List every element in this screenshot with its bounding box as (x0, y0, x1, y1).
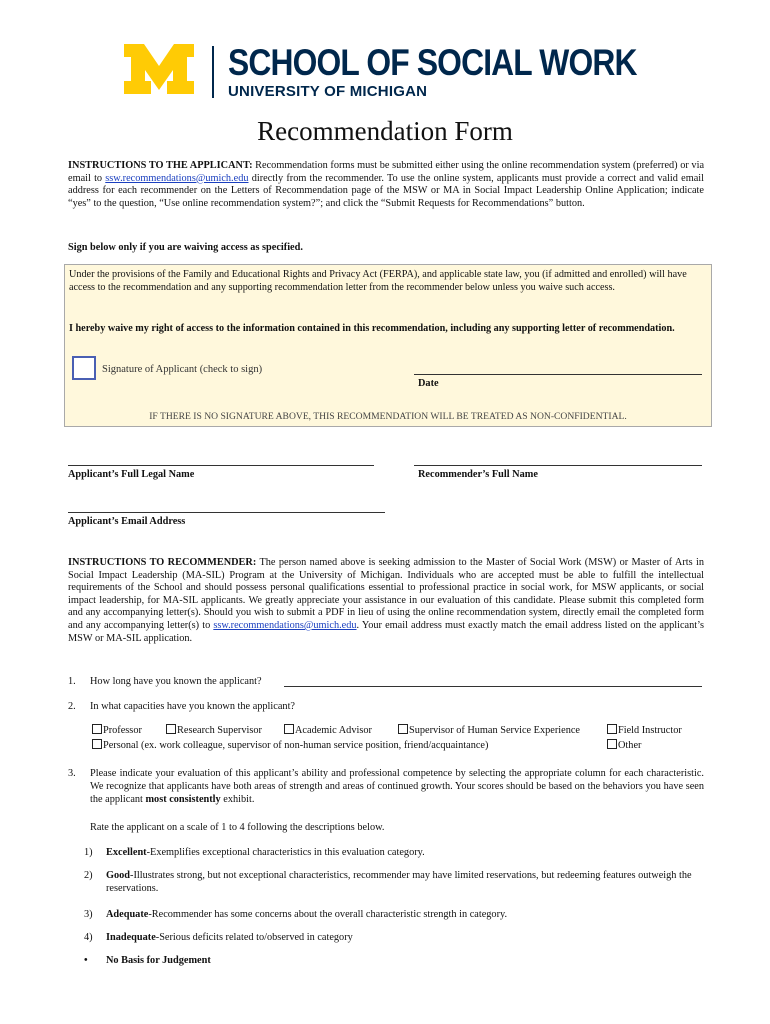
option-research-supervisor[interactable] (166, 724, 262, 736)
scale-item-4 (84, 931, 704, 944)
checkbox-icon[interactable] (284, 724, 294, 734)
option-label: Supervisor of Human Service Experience (409, 725, 580, 736)
date-label: Date (418, 378, 439, 389)
applicant-instructions-heading: INSTRUCTIONS TO THE APPLICANT: (68, 160, 253, 171)
scale-desc: -Illustrates strong, but not exceptional characteristics, recommender may have limited reservations, but redeeming features outweigh the reservations. (106, 870, 692, 894)
scale-number: 1) (84, 847, 93, 858)
question-3-text-part: Please indicate your evaluation of this applicant’s ability and professional competence by selecting the appropriate column for each characteristic. We recognize that applicants have both areas of strength and areas of continued growth. Your scores should be based on the behaviors you have seen the applicant (90, 768, 704, 805)
option-label: Field Instructor (618, 725, 682, 736)
scale-term: Good (106, 870, 131, 881)
waiver-section (64, 264, 712, 427)
recommender-instructions-text-cont: . Your email address must exactly match the email address listed on the applicant’s MSW or MA-SIL application. (68, 619, 704, 644)
option-personal[interactable] (92, 739, 488, 751)
checkbox-icon[interactable] (607, 739, 617, 749)
university-logo (124, 44, 703, 100)
recommender-instructions (68, 557, 704, 645)
option-label: Other (618, 740, 642, 751)
checkbox-icon[interactable] (166, 724, 176, 734)
logo-divider (212, 46, 214, 98)
bullet-icon: • (84, 955, 88, 966)
applicant-instructions (68, 160, 704, 210)
scale-term: Excellent (106, 847, 147, 858)
option-professor[interactable] (92, 724, 142, 736)
nonconfidential-notice: IF THERE IS NO SIGNATURE ABOVE, THIS RECOMMENDATION WILL BE TREATED AS NON-CONFIDENTIAL. (149, 411, 627, 422)
scale-term: Inadequate (106, 932, 156, 943)
applicant-email-label: Applicant’s Email Address (68, 516, 186, 527)
scale-item-no-basis (84, 954, 704, 967)
question-2-text: In what capacities have you known the applicant? (90, 701, 296, 712)
checkbox-icon[interactable] (92, 724, 102, 734)
scale-desc: -Exemplifies exceptional characteristics in this evaluation category. (146, 847, 425, 858)
question-1-answer-field[interactable] (284, 686, 702, 687)
option-other[interactable] (607, 739, 641, 751)
recommender-name-field[interactable] (414, 465, 702, 466)
email-link-2[interactable]: ssw.recommendations@umich.edu (213, 619, 357, 631)
signature-checkbox[interactable] (72, 356, 96, 380)
ferpa-text: Under the provisions of the Family and Educational Rights and Privacy Act (FERPA), and applicable state law, you (if admitted and enrolled) will have access to the recommendation and any supporting recommendation letter from the recommender below unless you waive such access. (69, 269, 687, 293)
applicant-instructions-text-cont: directly from the recommender. To use the online system, applicants must provide a correct and valid email address for each recommender on the Letters of Recommendation page of the MSW or MA in Social Impact Leadership Online Application; indicate “yes” to the question, “Use online recommendation system?”; and click the “Submit Requests for Recommendations” button. (68, 172, 704, 209)
form-title: Recommendation Form (257, 116, 513, 146)
block-m-logo-icon (124, 44, 194, 94)
logo-wordmark (228, 44, 703, 100)
question-1-text: How long have you known the applicant? (90, 676, 262, 687)
logo-line-university: UNIVERSITY OF MICHIGAN (228, 83, 428, 100)
applicant-email-field[interactable] (68, 512, 385, 513)
option-label: Professor (103, 725, 142, 736)
applicant-name-field[interactable] (68, 465, 374, 466)
scale-number: 2) (84, 870, 93, 881)
question-3-emphasis: most consistently (145, 793, 221, 805)
logo-line-school: SCHOOL OF SOCIAL WORK (228, 42, 637, 83)
option-label: Research Supervisor (177, 725, 262, 736)
checkbox-icon[interactable] (92, 739, 102, 749)
scale-number: 4) (84, 932, 93, 943)
applicant-name-label: Applicant’s Full Legal Name (68, 469, 195, 480)
scale-item-2 (84, 869, 726, 895)
scale-term: Adequate (106, 909, 149, 920)
date-line[interactable] (414, 374, 702, 375)
question-3-number: 3. (68, 768, 76, 779)
sign-note: Sign below only if you are waiving access as specified. (68, 242, 303, 253)
checkbox-icon[interactable] (398, 724, 408, 734)
scale-item-3 (84, 908, 704, 921)
recommender-instructions-text: The person named above is seeking admission to the Master of Social Work (MSW) or Master of Arts in Social Impact Leadership (MA-SIL) Program at the University of Michigan. Individuals who are accepted must be able to fulfill the intellectual requirements of the School and should possess personal qualifications essential to professional practice in social work, for MSW applicants, or social impact leadership, for MA-SIL applicants. We greatly appreciate your assistance in our evaluation of this candidate. Please submit this completed form and any accompanying letter(s). Should you wish to submit a PDF in lieu of using the online recommendation system, directly email the completed form and any accompanying letter(s) to (68, 557, 704, 631)
question-2-number: 2. (68, 701, 76, 712)
scale-item-1 (84, 846, 704, 859)
recommender-instructions-heading: INSTRUCTIONS TO RECOMMENDER: (68, 557, 257, 568)
question-1-number: 1. (68, 676, 76, 687)
question-3-text (90, 768, 704, 806)
option-label: Personal (ex. work colleague, supervisor of non-human service position, friend/acquaintance) (103, 740, 489, 751)
option-field-instructor[interactable] (607, 724, 682, 736)
waiver-statement: I hereby waive my right of access to the information contained in this recommendation, including any supporting letter of recommendation. (69, 323, 675, 334)
scale-desc: -Recommender has some concerns about the overall characteristic strength in category. (148, 909, 508, 920)
applicant-instructions-text: Recommendation forms must be submitted either using the online recommendation system (preferred) or via email to (68, 160, 705, 184)
email-link[interactable]: ssw.recommendations@umich.edu (105, 172, 249, 184)
option-academic-advisor[interactable] (284, 724, 372, 736)
recommender-name-label: Recommender’s Full Name (418, 469, 538, 480)
option-label: Academic Advisor (295, 725, 372, 736)
option-supervisor-human-service[interactable] (398, 724, 580, 736)
scale-term: No Basis for Judgement (106, 955, 211, 966)
scale-intro: Rate the applicant on a scale of 1 to 4 following the descriptions below. (90, 822, 385, 833)
scale-desc: -Serious deficits related to/observed in category (155, 932, 353, 943)
checkbox-icon[interactable] (607, 724, 617, 734)
question-3-text-end: exhibit. (220, 793, 255, 805)
scale-number: 3) (84, 909, 93, 920)
signature-label: Signature of Applicant (check to sign) (102, 364, 263, 375)
